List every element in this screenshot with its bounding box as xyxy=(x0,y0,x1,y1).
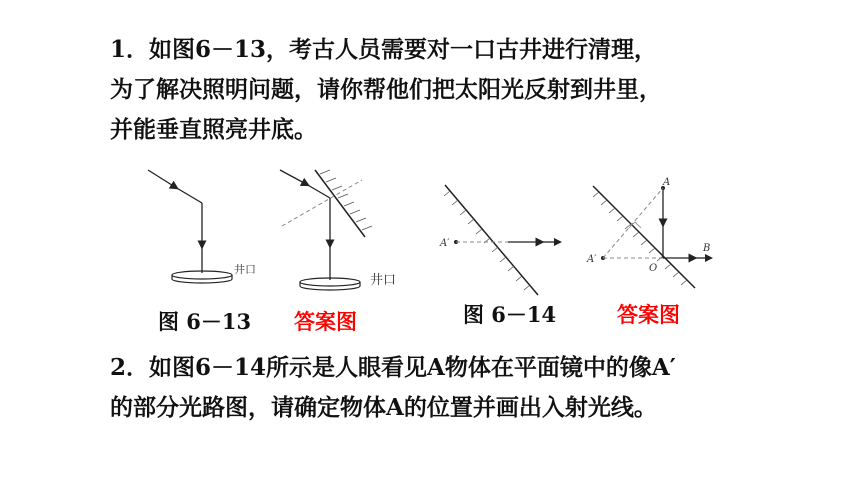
mirror-hatching xyxy=(593,192,687,285)
problem-1-line-2: 为了解决照明问题，请你帮他们把太阳光反射到井里， xyxy=(110,76,662,103)
figure-6-13-answer-diagram xyxy=(270,162,420,302)
plane-mirror xyxy=(445,185,538,295)
label-b: B xyxy=(703,243,711,254)
eye-icon xyxy=(705,254,713,262)
problem-1-line-3: 并能垂直照亮井底。 xyxy=(110,116,317,143)
well-label: 井口 xyxy=(370,273,397,288)
problem-1-text xyxy=(110,30,662,150)
incident-ray-tail xyxy=(175,187,202,203)
figure-6-14-caption: 图 6－14 xyxy=(463,302,557,327)
incident-ray xyxy=(148,170,175,187)
problem-2-line-1: 2．如图6－14所示是人眼看见A物体在平面镜中的像A′ xyxy=(110,354,676,381)
incident-ray xyxy=(280,170,306,184)
mirror-line xyxy=(315,170,365,237)
figure-6-14-answer-caption: 答案图 xyxy=(617,303,680,327)
problem-2-text xyxy=(110,348,676,428)
well-label: 井口 xyxy=(234,263,256,276)
figure-6-14-answer-diagram xyxy=(585,178,725,298)
label-o: O xyxy=(649,263,658,274)
figure-6-13-answer-caption: 答案图 xyxy=(294,310,357,334)
problem-2-line-2: 的部分光路图，请确定物体A的位置并画出入射光线。 xyxy=(110,394,657,421)
label-a: A xyxy=(663,177,671,188)
label-a-prime: A′ xyxy=(440,238,450,249)
figure-6-13-diagram xyxy=(140,165,280,305)
plane-mirror xyxy=(593,186,695,288)
figure-6-14-diagram xyxy=(430,180,570,300)
problem-1-line-1: 1．如图6－13，考古人员需要对一口古井进行清理， xyxy=(110,36,658,63)
label-a-prime: A′ xyxy=(587,254,597,265)
normal-dashed-line xyxy=(282,180,362,226)
figure-6-13-caption: 图 6－13 xyxy=(158,309,252,334)
eye-icon xyxy=(554,238,562,246)
